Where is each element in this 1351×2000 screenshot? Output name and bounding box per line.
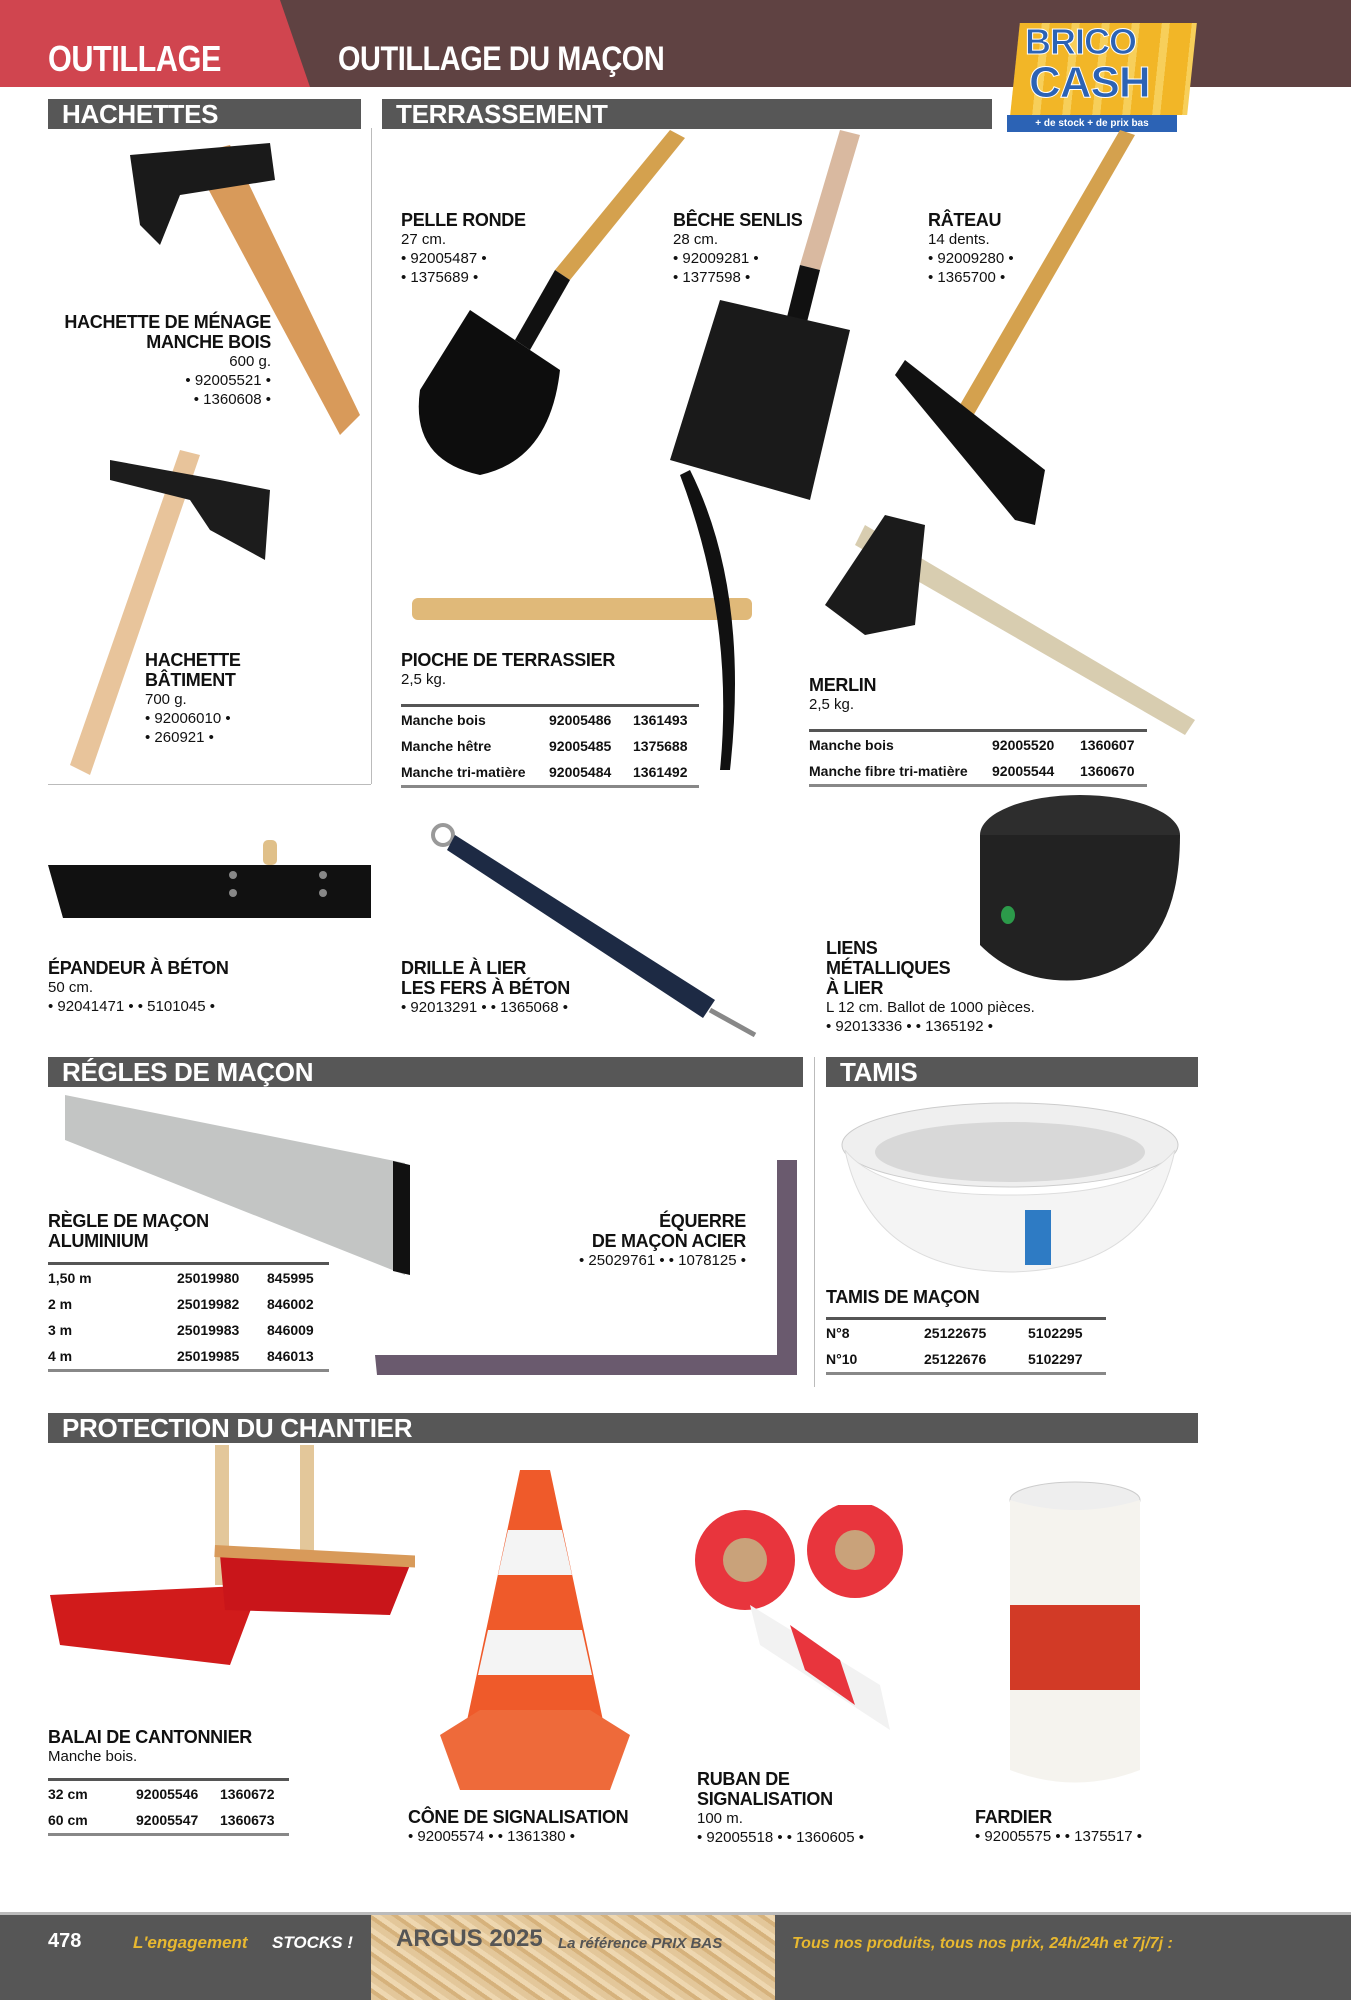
pelle-ronde-image <box>410 130 690 480</box>
product-ref: • 25029761 • • 1078125 • <box>579 1252 746 1269</box>
table-cell: 32 cm <box>48 1786 88 1802</box>
rateau-info <box>928 210 1014 287</box>
pioche-table <box>401 704 699 788</box>
merlin-info <box>809 675 876 714</box>
pelle-ronde-info <box>401 210 526 287</box>
table-cell: Manche fibre tri-matière <box>809 763 968 779</box>
regle-table <box>48 1262 329 1372</box>
table-cell: 25019980 <box>177 1270 240 1286</box>
table-cell: 1361493 <box>633 712 688 728</box>
table-cell: 60 cm <box>48 1812 88 1828</box>
table-cell: Manche bois <box>401 712 486 728</box>
table-cell: Manche tri-matière <box>401 764 526 780</box>
product-spec: 50 cm. <box>48 979 94 996</box>
table-row <box>401 759 699 785</box>
product-name: PELLE RONDE <box>401 210 526 230</box>
regle-info <box>48 1211 209 1251</box>
section-protection: PROTECTION DU CHANTIER <box>48 1413 1198 1443</box>
pioche-info <box>401 650 615 689</box>
table-cell: 92005544 <box>992 763 1055 779</box>
product-name: MERLIN <box>809 675 877 695</box>
product-name: RUBAN DE <box>697 1769 790 1789</box>
product-ref: • 1377598 • <box>673 269 751 286</box>
table-cell: N°10 <box>826 1351 858 1367</box>
product-ref: • 92013291 • • 1365068 • <box>401 999 568 1016</box>
tamis-table <box>826 1317 1106 1375</box>
product-name: ÉQUERRE <box>659 1211 746 1231</box>
tamis-info <box>826 1287 979 1307</box>
product-name: MANCHE BOIS <box>146 332 271 352</box>
table-cell: 1360672 <box>220 1786 275 1802</box>
rateau-image <box>895 130 1135 530</box>
product-name: SIGNALISATION <box>697 1789 833 1809</box>
product-spec: 600 g. <box>229 353 271 370</box>
product-name: RÂTEAU <box>928 210 1002 230</box>
table-row <box>809 758 1147 784</box>
liens-info <box>826 938 1035 1036</box>
table-cell: 1360673 <box>220 1812 275 1828</box>
product-ref: • 92005487 • <box>401 250 487 267</box>
table-cell: 4 m <box>48 1348 73 1364</box>
product-ref: • 92041471 • • 5101045 • <box>48 998 215 1015</box>
table-row <box>48 1807 289 1833</box>
product-name: LIENS <box>826 938 878 958</box>
product-ref: • 1375689 • <box>401 269 479 286</box>
table-cell: 25122675 <box>924 1325 987 1341</box>
table-cell: 92005486 <box>549 712 612 728</box>
table-cell: 92005520 <box>992 737 1055 753</box>
product-ref: • 92006010 • <box>145 710 231 727</box>
table-cell: 25019983 <box>177 1322 240 1338</box>
table-row <box>826 1320 1106 1346</box>
product-name: RÈGLE DE MAÇON <box>48 1211 209 1231</box>
product-name: ÉPANDEUR À BÉTON <box>48 958 229 978</box>
product-name: HACHETTE DE MÉNAGE <box>64 312 271 332</box>
table-cell: 5102295 <box>1028 1325 1083 1341</box>
product-name: DRILLE À LIER <box>401 958 527 978</box>
balai-image <box>50 1445 415 1670</box>
table-row <box>48 1343 329 1369</box>
product-name: FARDIER <box>975 1807 1052 1827</box>
page-number: 478 <box>48 1930 82 1952</box>
product-spec: 14 dents. <box>928 231 990 248</box>
hachette-batiment-info <box>145 650 241 747</box>
ruban-image <box>680 1505 920 1735</box>
cone-image <box>440 1470 630 1800</box>
table-cell: Manche hêtre <box>401 738 492 754</box>
product-ref: • 92005521 • <box>185 372 271 389</box>
table-cell: N°8 <box>826 1325 850 1341</box>
product-spec: L 12 cm. Ballot de 1000 pièces. <box>826 999 1035 1016</box>
product-name: BALAI DE CANTONNIER <box>48 1727 252 1747</box>
section-regles: RÉGLES DE MAÇON <box>48 1057 803 1087</box>
beche-senlis-image <box>670 130 870 500</box>
table-row <box>809 732 1147 758</box>
brico-cash-logo: BRICO CASH + de stock + de prix bas <box>1007 23 1192 134</box>
section-hachettes: HACHETTES <box>48 99 361 129</box>
epandeur-info <box>48 958 229 1016</box>
divider <box>814 1057 815 1387</box>
product-name: DE MAÇON ACIER <box>591 1231 746 1251</box>
product-ref: • 92013336 • • 1365192 • <box>826 1018 993 1035</box>
table-cell: 92005547 <box>136 1812 199 1828</box>
product-name: MÉTALLIQUES <box>826 958 951 978</box>
tamis-image <box>840 1100 1180 1280</box>
epandeur-image <box>48 840 373 920</box>
product-spec: Manche bois. <box>48 1748 138 1765</box>
beche-senlis-info <box>673 210 802 287</box>
table-cell: 1361492 <box>633 764 688 780</box>
ruban-info <box>697 1769 864 1847</box>
footer-tagline: Tous nos produits, tous nos prix, 24h/24h et 7j/7j : <box>792 1935 1173 1952</box>
fardier-image <box>1005 1470 1155 1790</box>
table-cell: 92005546 <box>136 1786 199 1802</box>
table-cell: 846013 <box>267 1348 314 1364</box>
product-spec: 100 m. <box>697 1810 743 1827</box>
product-ref: • 260921 • <box>145 729 214 746</box>
equerre-info <box>500 1211 746 1270</box>
table-cell: 846002 <box>267 1296 314 1312</box>
table-cell: 25019982 <box>177 1296 240 1312</box>
table-cell: 3 m <box>48 1322 73 1338</box>
balai-info <box>48 1727 252 1766</box>
product-ref: • 1360608 • <box>193 391 271 408</box>
footer-argus: ARGUS 2025 <box>396 1925 543 1952</box>
product-spec: 2,5 kg. <box>401 671 447 688</box>
table-cell: 2 m <box>48 1296 73 1312</box>
table-cell: 1360670 <box>1080 763 1135 779</box>
cone-info <box>408 1807 628 1846</box>
product-name: À LIER <box>826 978 884 998</box>
product-ref: • 92005574 • • 1361380 • <box>408 1828 575 1845</box>
table-row <box>401 707 699 733</box>
merlin-image <box>825 505 1195 735</box>
merlin-table <box>809 729 1147 787</box>
table-cell: 25122676 <box>924 1351 987 1367</box>
product-name: BÊCHE SENLIS <box>673 210 803 230</box>
table-cell: 25019985 <box>177 1348 240 1364</box>
table-cell: 92005485 <box>549 738 612 754</box>
section-tamis: TAMIS <box>826 1057 1198 1087</box>
table-cell: 5102297 <box>1028 1351 1083 1367</box>
table-row <box>401 733 699 759</box>
page-title: OUTILLAGE DU MAÇON <box>338 40 665 78</box>
section-terrassement: TERRASSEMENT <box>382 99 992 129</box>
table-cell: Manche bois <box>809 737 894 753</box>
product-name: LES FERS À BÉTON <box>401 978 570 998</box>
product-name: CÔNE DE SIGNALISATION <box>408 1807 629 1827</box>
product-ref: • 92009281 • <box>673 250 759 267</box>
product-ref: • 1365700 • <box>928 269 1006 286</box>
product-spec: 27 cm. <box>401 231 447 248</box>
table-row <box>48 1781 289 1807</box>
table-cell: 92005484 <box>549 764 612 780</box>
table-row <box>826 1346 1106 1372</box>
drille-info <box>401 958 570 1017</box>
product-spec: 2,5 kg. <box>809 696 855 713</box>
divider <box>371 128 372 784</box>
table-row <box>48 1291 329 1317</box>
table-row <box>48 1265 329 1291</box>
product-ref: • 92005575 • • 1375517 • <box>975 1828 1142 1845</box>
footer-reference: La référence PRIX BAS <box>558 1935 723 1952</box>
product-name: BÂTIMENT <box>145 670 236 690</box>
regle-image <box>65 1095 415 1280</box>
fardier-info <box>975 1807 1142 1846</box>
table-cell: 845995 <box>267 1270 314 1286</box>
footer-engagement: L'engagement <box>133 1933 248 1952</box>
table-row <box>48 1317 329 1343</box>
product-name: HACHETTE <box>145 650 241 670</box>
divider <box>48 784 371 785</box>
product-name: PIOCHE DE TERRASSIER <box>401 650 616 670</box>
product-name: TAMIS DE MAÇON <box>826 1287 980 1307</box>
table-cell: 1360607 <box>1080 737 1135 753</box>
table-cell: 1,50 m <box>48 1270 92 1286</box>
balai-table <box>48 1778 289 1836</box>
hachette-menage-info <box>40 312 271 409</box>
product-spec: 28 cm. <box>673 231 719 248</box>
product-ref: • 92005518 • • 1360605 • <box>697 1829 864 1846</box>
product-spec: 700 g. <box>145 691 187 708</box>
table-cell: 1375688 <box>633 738 688 754</box>
category-title: OUTILLAGE <box>48 38 221 79</box>
product-ref: • 92009280 • <box>928 250 1014 267</box>
product-name: ALUMINIUM <box>48 1231 149 1251</box>
footer-stocks: STOCKS ! <box>272 1933 353 1952</box>
table-cell: 846009 <box>267 1322 314 1338</box>
